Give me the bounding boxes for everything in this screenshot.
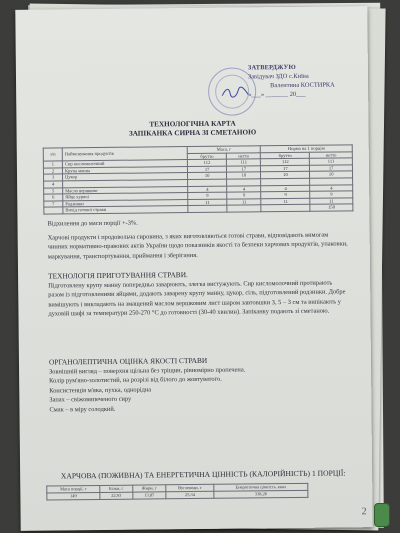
ingredient-name: Вихід готової страви bbox=[63, 206, 188, 214]
mass-netto: 4 bbox=[227, 185, 261, 192]
approval-heading: ЗАТВЕРДЖУЮ bbox=[247, 63, 296, 72]
nutrition-table bbox=[46, 483, 308, 501]
approval-signature: Валентина КОСТИРКА bbox=[270, 81, 335, 90]
mass-brutto: 4 bbox=[188, 186, 227, 193]
organoleptic-list bbox=[49, 364, 349, 414]
approval-block bbox=[248, 62, 368, 99]
document-title bbox=[16, 118, 368, 140]
row-number: 4 bbox=[44, 181, 63, 188]
title-line-2: ЗАПІКАНКА СИРНА ЗІ СМЕТАНОЮ bbox=[128, 128, 257, 138]
organoleptic-heading: ОРГАНОЛЕПТИЧНА ОЦІНКА ЯКОСТІ СТРАВИ bbox=[48, 355, 208, 367]
portion-brutto bbox=[261, 205, 310, 212]
document-page bbox=[15, 6, 372, 531]
approval-date: «___» _______ 20___ bbox=[248, 90, 306, 99]
ingredient-name: Крупа манна bbox=[62, 166, 187, 174]
row-number: 7 bbox=[44, 201, 63, 208]
col-header-mass: Маса, г bbox=[187, 146, 261, 153]
ingredient-name: Сир кисломолочний bbox=[62, 160, 187, 168]
nutrition-header: Маса порції, г bbox=[47, 485, 100, 493]
col-header-no: з/п bbox=[43, 148, 62, 161]
portion-netto: 17 bbox=[310, 165, 353, 172]
organoleptic-line: Запах – свіжовипеченого сиру bbox=[49, 395, 132, 404]
mass-netto: 10 bbox=[227, 172, 261, 179]
approval-position: Завідувач ЗДО с.Київа bbox=[247, 72, 309, 81]
nutrition-value: 149 bbox=[47, 492, 100, 500]
mass-brutto: 11 bbox=[188, 199, 227, 206]
portion-netto: 9 bbox=[310, 191, 353, 198]
sub-header: брутто bbox=[261, 152, 310, 159]
mass-netto: 17 bbox=[227, 166, 261, 173]
nutrition-header: Енергетична цінність, ккал bbox=[214, 483, 308, 491]
tech-paragraph: Підготовлену крупу манну попередньо заварюють, злегка вистужують. Сир кисломолочний протирають разом із підготовленими яйцями, додають заварену крупу манну, цукор, сіль, підготовлений родзинки. Добре вимішують і викладають на змащений маслом вершковим лист шаром завтовшки 3, 5 – 3 см та випікають у духовій шафі за температури 250-270 °С до готовності (30-40 хвилин). Запіканку подають зі сметаною. bbox=[48, 279, 346, 318]
sub-header: нетто bbox=[227, 152, 261, 159]
ingredient-name: Яйце курячі bbox=[63, 193, 188, 201]
mass-netto: 111 bbox=[227, 159, 261, 166]
mass-netto: 11 bbox=[227, 199, 261, 206]
row-number: 1 bbox=[43, 161, 62, 168]
intro-paragraph: Харчові продукти і продовольча сировина, з яких виготовляються готові страви, відповідають вимогам чинних нормативно-правових актів України щодо показників якості та безпеки харчових продуктів, упаковки, маркування, транспортування, приймання і зберігання. bbox=[47, 231, 348, 261]
nutrition-value: 338,26 bbox=[214, 490, 308, 498]
portion-netto: 10 bbox=[310, 171, 353, 178]
portion-brutto: 9 bbox=[261, 191, 310, 198]
portion-brutto: 11 bbox=[261, 198, 310, 205]
tech-heading: ТЕХНОЛОГІЯ ПРИГОТУВАННЯ СТРАВИ. bbox=[48, 270, 188, 281]
nutrition-heading: ХАРЧОВА (ПОЖИВНА) ТА ЕНЕРГЕТИЧНА ЦІННІСТЬ (КАЛОРІЙНІСТЬ) 1 ПОРЦІЇ: bbox=[60, 468, 346, 481]
row-number bbox=[44, 207, 63, 214]
portion-brutto: 4 bbox=[261, 185, 310, 192]
mass-brutto bbox=[188, 205, 227, 212]
row-number: 6 bbox=[44, 194, 63, 201]
ingredient-name: Цукор bbox=[63, 173, 188, 181]
binder-clip bbox=[374, 503, 390, 527]
mass-netto: 9 bbox=[227, 192, 261, 199]
deviation-note: Відхилення до маси порції +-3%. bbox=[47, 219, 138, 228]
row-number: 5 bbox=[44, 187, 63, 194]
portion-netto: 111 bbox=[310, 158, 353, 165]
portion-brutto: 10 bbox=[261, 172, 310, 179]
portion-brutto: 17 bbox=[261, 165, 310, 172]
organoleptic-line: Колір рум'яно-золотистий, на розрізі від білого до жовтуватого. bbox=[49, 376, 222, 385]
title-line-1: ТЕХНОЛОГІЧНА КАРТА bbox=[149, 119, 236, 129]
page-number: 2 bbox=[361, 506, 367, 518]
mass-brutto: 17 bbox=[187, 166, 226, 173]
mass-brutto: 9 bbox=[188, 192, 227, 199]
signature-mark bbox=[220, 85, 250, 99]
col-header-name: Найменування продуктів bbox=[62, 147, 187, 161]
portion-netto: 4 bbox=[310, 184, 353, 191]
col-header-portion: Норма на 1 порцію bbox=[261, 145, 353, 153]
ingredients-table bbox=[43, 144, 354, 214]
ingredient-name: Родзинки bbox=[63, 199, 188, 207]
portion-netto: 150 bbox=[310, 204, 353, 211]
organoleptic-line: Зовнішній вигляд – поверхня щільна без тріщин, рівномірно пропечена. bbox=[49, 366, 246, 376]
portion-brutto: 112 bbox=[261, 158, 310, 165]
nutrition-header: Білки, г bbox=[100, 485, 133, 492]
mass-netto bbox=[227, 205, 261, 212]
sub-header: нетто bbox=[310, 151, 353, 158]
nutrition-header: Вуглеводи, г bbox=[166, 484, 214, 492]
row-number: 3 bbox=[44, 174, 63, 181]
row-number: 2 bbox=[43, 168, 62, 175]
portion-netto: 11 bbox=[310, 198, 353, 205]
mass-brutto: 112 bbox=[187, 159, 226, 166]
nutrition-value: 25,34 bbox=[166, 491, 214, 499]
mass-brutto: 10 bbox=[187, 173, 226, 180]
organoleptic-line: Консистенція м'яка, пухка, однорідна bbox=[49, 386, 152, 395]
sub-header: брутто bbox=[187, 153, 226, 160]
ingredient-name: Масло вершкове bbox=[63, 186, 188, 194]
nutrition-header: Жири, г bbox=[132, 485, 165, 492]
organoleptic-line: Смак – в міру солодкий. bbox=[49, 405, 116, 414]
nutrition-value: 13,87 bbox=[133, 492, 166, 499]
nutrition-value: 22,93 bbox=[100, 492, 133, 499]
